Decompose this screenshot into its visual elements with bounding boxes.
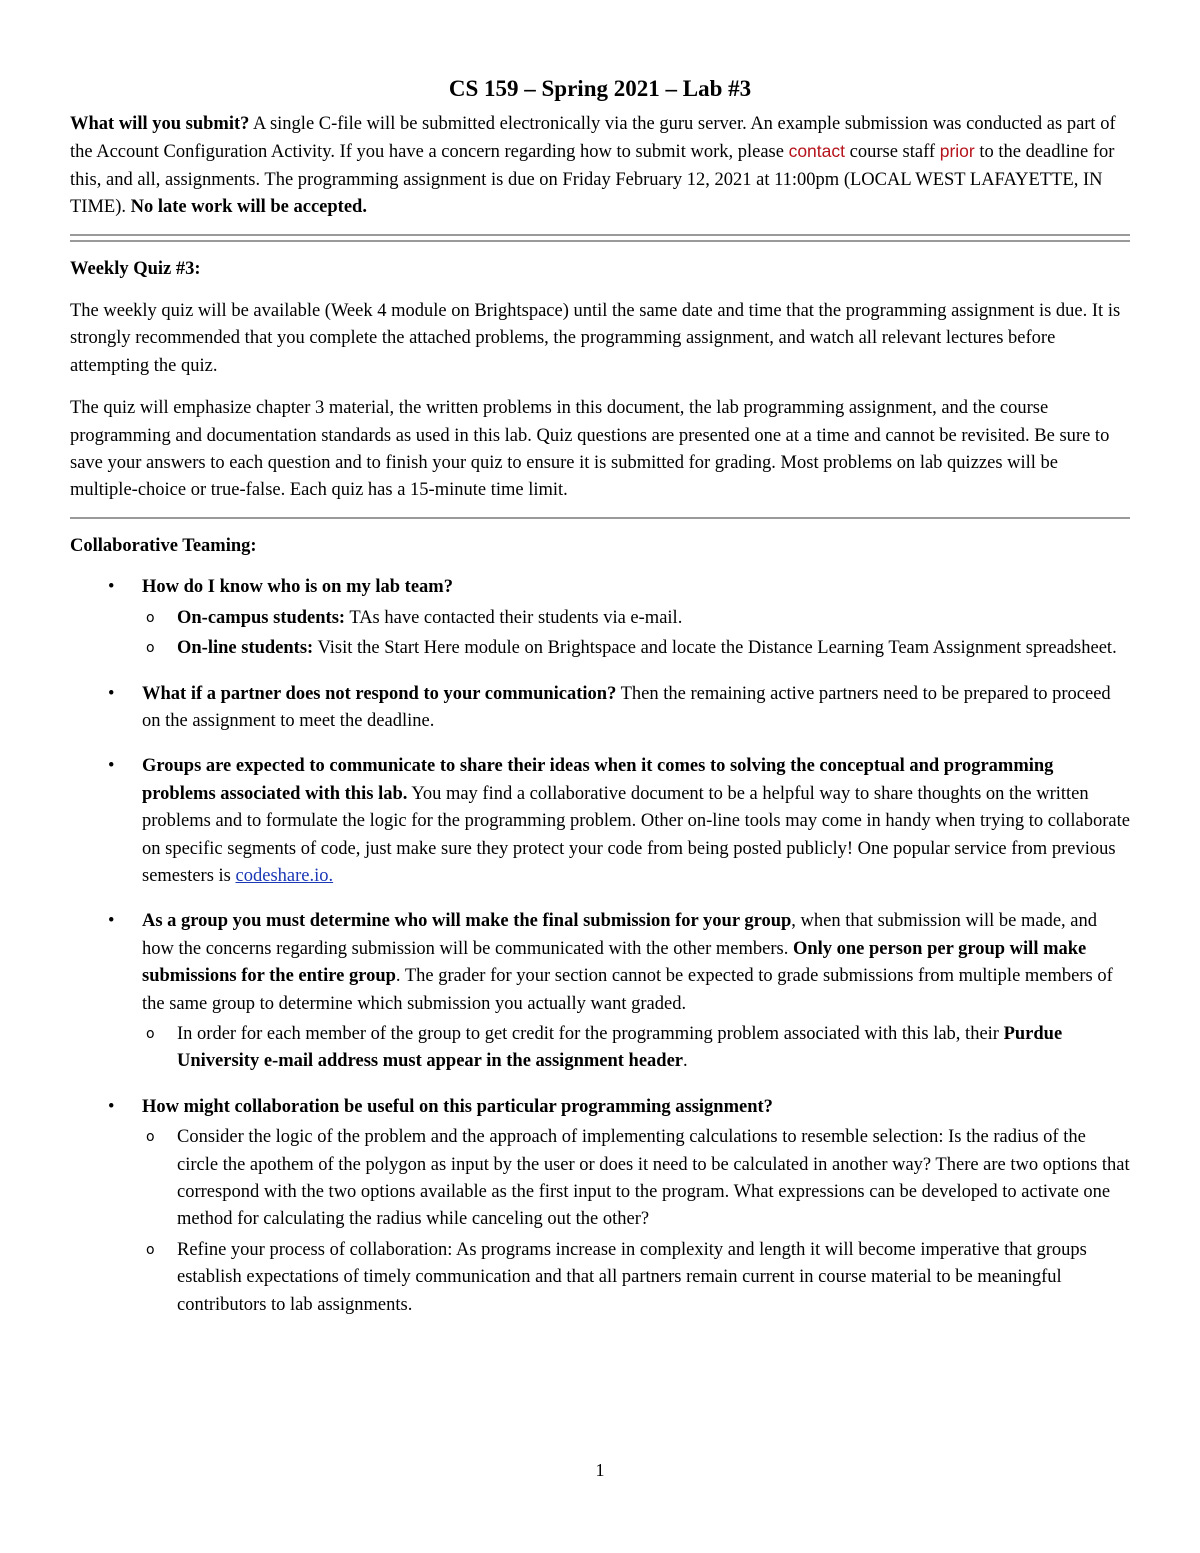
bullet-text: . The grader for your section cannot be expected to grade submissions from multiple members of the same group to determine which submission you actually want graded.: [142, 966, 1113, 1014]
page-number: 1: [595, 1460, 605, 1480]
team-bullet-list: [70, 574, 1130, 1319]
bullet-icon: •: [108, 756, 115, 777]
sub-text: Consider the logic of the problem and the approach of implementing calculations to resemble selection: Is the radius of the circle the apothem of the polygon as input by the user or does it need to be calculated in another way? There are two options that correspond with the two options available as the first input to the program. What expressions can be developed to activate one method for calculating the radius while canceling out the other?: [177, 1127, 1130, 1230]
bullet-text: , when that submission will be made, and how the concerns regarding submission will be communicated with the other members.: [142, 911, 1098, 959]
single-divider: [70, 517, 1130, 519]
bullet-bold: Groups are expected to communicate to share their ideas when it comes to solving the conceptual and programming problems associated with this lab.: [142, 756, 1054, 804]
bullet-question: How do I know who is on my lab team?: [142, 577, 453, 598]
quiz-paragraph-2: The quiz will emphasize chapter 3 material, the written problems in this document, the lab programming assignment, and the course programming and documentation standards as used in this lab. Quiz questions are presented one at a time and cannot be revisited. Be sure to save your answers to each question and to finish your quiz to ensure it is submitted for grading. Most problems on lab quizzes will be multiple-choice or true-false. Each quiz has a 15-minute time limit.: [70, 398, 1110, 501]
sub-bullet-icon: o: [146, 609, 155, 626]
list-item: [70, 908, 1130, 1075]
sub-text: .: [683, 1051, 688, 1072]
list-item: [70, 574, 1130, 662]
sub-bullet-icon: o: [146, 1241, 155, 1258]
sub-bullet-icon: o: [146, 1025, 155, 1042]
sub-text: Visit the Start Here module on Brightspace and locate the Distance Learning Team Assignment spreadsheet.: [313, 638, 1117, 659]
sub-bullet-icon: o: [146, 640, 155, 657]
list-item: [70, 1094, 1130, 1319]
quiz-heading: Weekly Quiz #3:: [70, 258, 201, 279]
submit-text-2: course staff: [845, 142, 940, 163]
submit-label: What will you submit?: [70, 114, 250, 134]
list-item: [142, 1124, 1130, 1234]
submit-text-3: to the deadline for this, and all, assignments. The programming assignment is due on Friday February 12, 2021 at 11:00pm (LOCAL WEST LAFAYETTE, IN TIME).: [70, 142, 1115, 218]
bullet-icon: •: [108, 911, 115, 932]
quiz-paragraph-1: The weekly quiz will be available (Week 4 module on Brightspace) until the same date and time that the programming assignment is due. It is strongly recommended that you complete the attached problems, the programming assignment, and watch all relevant lectures before attempting the quiz.: [70, 301, 1121, 376]
bullet-bold: Only one person per group will make submissions for the entire group: [142, 938, 1087, 987]
codeshare-link[interactable]: codeshare.io.: [235, 865, 334, 886]
bullet-text: You may find a collaborative document to be a helpful way to share thoughts on the written problems and to formulate the logic for the programming problem. Other on-line tools may come in handy when trying to collaborate on specific segments of code, just make sure they protect your code from being posted publicly! One popular service from previous semesters is: [142, 783, 1130, 886]
list-item: [142, 1021, 1130, 1076]
list-item: [142, 635, 1130, 662]
sub-text: TAs have contacted their students via e-mail.: [345, 607, 683, 628]
sub-list: [142, 605, 1130, 663]
team-heading: Collaborative Teaming:: [70, 535, 257, 556]
submit-paragraph: [70, 111, 1130, 222]
list-item: [142, 1237, 1130, 1319]
submit-text-1: A single C-file will be submitted electronically via the guru server. An example submission was conducted as part of the Account Configuration Activity. If you have a concern regarding how to submit work, please: [70, 114, 1116, 163]
bullet-icon: •: [108, 683, 115, 704]
page-content: [70, 72, 1130, 1337]
sub-bullet-icon: o: [146, 1129, 155, 1146]
contact-word: contact: [788, 141, 846, 162]
sub-list: [142, 1021, 1130, 1076]
page-title: CS 159 – Spring 2021 – Lab #3: [448, 76, 752, 101]
sub-label: On-campus students:: [177, 607, 346, 628]
bullet-text: Then the remaining active partners need to be prepared to proceed on the assignment to meet the deadline.: [142, 683, 1111, 731]
bullet-icon: •: [108, 1096, 115, 1117]
sub-text: In order for each member of the group to get credit for the programming problem associated with this lab, their: [177, 1023, 1004, 1044]
list-item: [70, 753, 1130, 890]
prior-word: prior: [939, 141, 975, 162]
sub-bold: Purdue University e-mail address must appear in the assignment header: [177, 1023, 1063, 1072]
bullet-question: How might collaboration be useful on this particular programming assignment?: [142, 1096, 773, 1117]
sub-text: Refine your process of collaboration: As programs increase in complexity and length it will become imperative that groups establish expectations of timely communication and that all partners remain current in course material to be meaningful contributors to lab assignments.: [177, 1239, 1087, 1315]
bullet-bold: As a group you must determine who will make the final submission for your group: [142, 911, 792, 932]
double-divider: [70, 234, 1130, 242]
list-item: [142, 605, 1130, 632]
bullet-icon: •: [108, 577, 115, 598]
sub-list: [142, 1124, 1130, 1319]
bullet-question: What if a partner does not respond to your communication?: [142, 683, 617, 704]
list-item: [70, 681, 1130, 736]
late-work-notice: No late work will be accepted.: [130, 197, 367, 218]
sub-label: On-line students:: [177, 638, 314, 659]
